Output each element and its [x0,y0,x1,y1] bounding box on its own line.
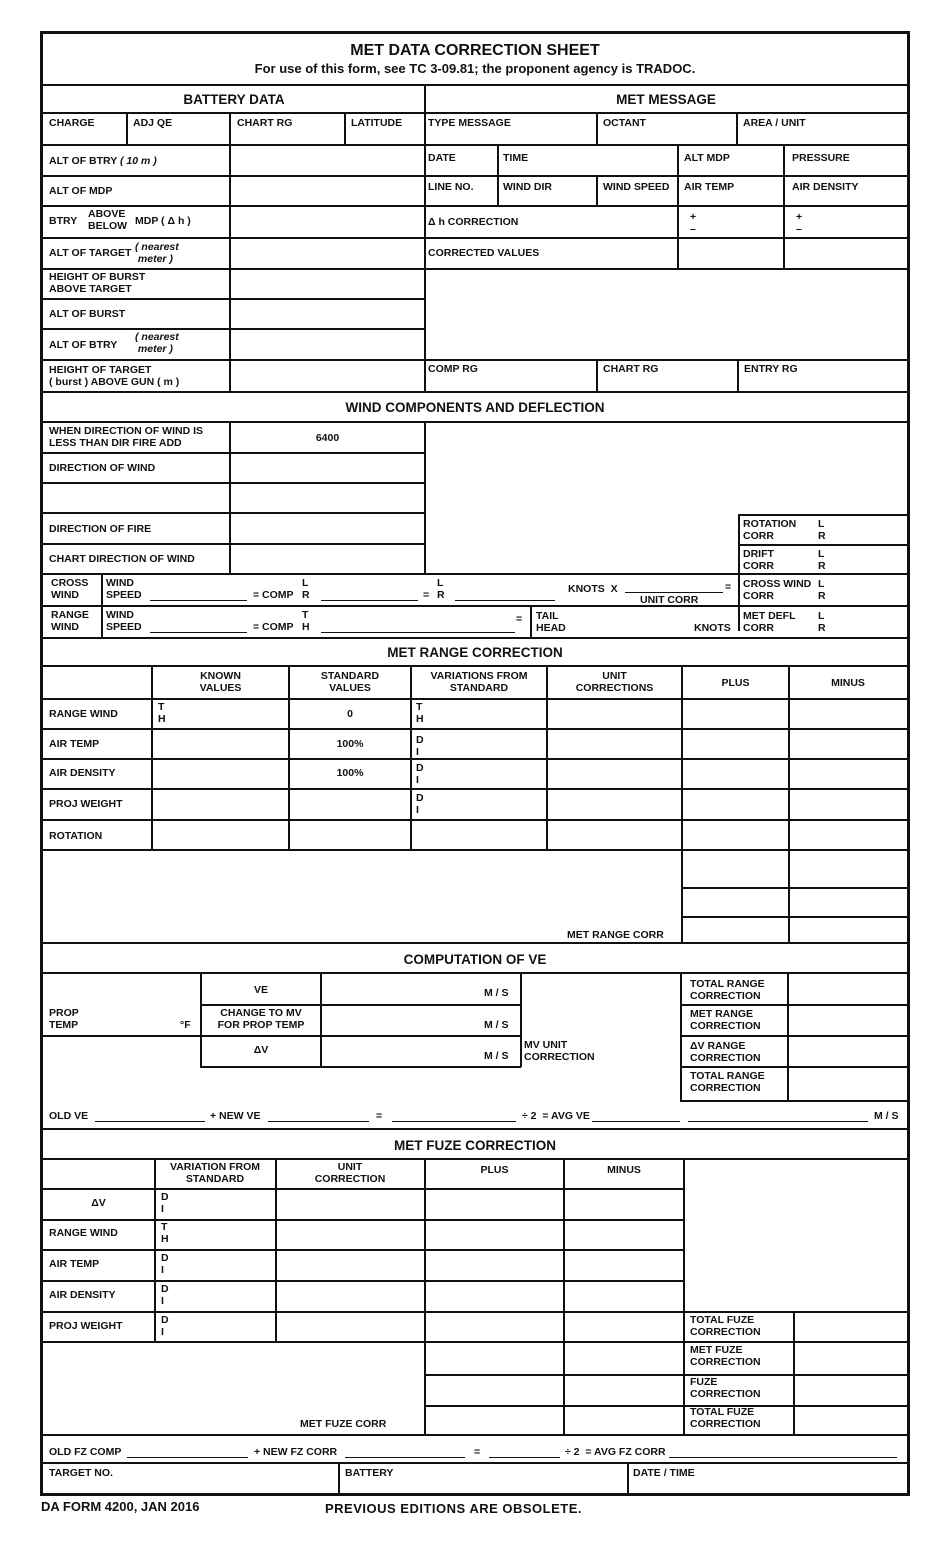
fuze-row-dv-variation: D I [161,1191,169,1215]
unit-corr-label: UNIT CORR [640,594,699,606]
fuze-row-proj-weight-variation: D I [161,1314,169,1338]
alt-of-btry-2-label: ALT OF BTRY [49,339,118,351]
wind-components-heading: WIND COMPONENTS AND DEFLECTION [345,400,605,415]
known-values-header: KNOWN VALUES [199,670,242,694]
cross-wind-label: CROSS WIND [51,577,89,601]
alt-of-btry-nearest-meter: ( nearest meter ) [135,331,179,355]
change-to-mv-label: CHANGE TO MV FOR PROP TEMP [217,1007,305,1031]
range-row-air-temp-variation: D I [416,734,424,758]
total-fuze-corr-label: TOTAL FUZE CORRECTION [690,1314,761,1338]
met-range-corr-label: MET RANGE CORR [567,929,664,941]
fuze-row-air-temp-variation: D I [161,1252,169,1276]
date-time-label: DATE / TIME [633,1467,695,1479]
wind-dir-label: WIND DIR [503,181,552,193]
range-row-air-density-label: AIR DENSITY [49,767,116,779]
range-wind-label: RANGE WIND [51,609,89,633]
cross-eq-2: = [725,581,732,593]
date-label: DATE [428,152,456,164]
variations-header: VARIATIONS FROM STANDARD [430,670,528,694]
avg-ve-ms: M / S [874,1110,899,1122]
met-fuze-corr-label: MET FUZE CORR [300,1418,387,1430]
line-no-label: LINE NO. [428,181,474,193]
alt-mdp-label: ALT MDP [684,152,730,164]
air-density-sign: + – [796,211,803,235]
met-range-correction-label: MET RANGE CORRECTION [690,1008,761,1032]
fuze-row-dv-label: ΔV [91,1197,106,1209]
octant-label: OCTANT [603,117,646,129]
computation-of-ve-heading: COMPUTATION OF VE [403,952,547,967]
total-range-corr-label: TOTAL RANGE CORRECTION [690,978,765,1002]
range-row-proj-weight-variation: D I [416,792,424,816]
charge-label: CHARGE [49,117,95,129]
type-message-label: TYPE MESSAGE [428,117,511,129]
knots-x-label: KNOTS X [568,583,618,595]
chart-direction-of-wind-label: CHART DIRECTION OF WIND [49,553,195,565]
fuze-correction-label: FUZE CORRECTION [690,1376,761,1400]
direction-of-fire-label: DIRECTION OF FIRE [49,523,152,535]
met-defl-corr-lr: L R [818,610,826,634]
dh-correction-label: Δ h CORRECTION [428,216,519,228]
standard-values-header: STANDARD VALUES [320,670,380,694]
air-temp-sign: + – [690,211,697,235]
form-subtitle: For use of this form, see TC 3-09.81; the proponent agency is TRADOC. [254,61,696,76]
alt-of-burst-label: ALT OF BURST [49,308,126,320]
met-defl-corr-label: MET DEFL CORR [743,610,796,634]
range-eq-comp: = COMP [253,621,294,633]
when-dir-wind-label: WHEN DIRECTION OF WIND IS LESS THAN DIR FIRE ADD [49,425,203,449]
range-row-range-wind-known: T H [158,701,166,725]
height-of-burst-label: HEIGHT OF BURST ABOVE TARGET [49,271,146,295]
ve-eq: = [376,1110,383,1122]
direction-of-wind-label: DIRECTION OF WIND [49,462,156,474]
new-fz-corr-label: + NEW FZ CORR [254,1446,338,1458]
time-label: TIME [503,152,529,164]
wind-speed-label: WIND SPEED [603,181,670,193]
change-mv-ms: M / S [484,1019,509,1031]
chart-rg-label: CHART RG [237,117,293,129]
range-knots-label: KNOTS [694,622,731,634]
fuze-row-range-wind-variation: T H [161,1221,169,1245]
corrected-values-label: CORRECTED VALUES [428,247,540,259]
met-range-correction-heading: MET RANGE CORRECTION [387,645,563,660]
alt-of-btry-label: ALT OF BTRY ( 10 m ) [49,155,157,167]
avg-fz-corr-label: ÷ 2 = AVG FZ CORR [565,1446,666,1458]
cross-eq-comp: = COMP [253,589,294,601]
old-fz-comp-label: OLD FZ COMP [49,1446,122,1458]
range-row-range-wind-variation: T H [416,701,424,725]
range-wind-speed-label: WIND SPEED [106,609,142,633]
range-row-proj-weight-label: PROJ WEIGHT [49,798,123,810]
cross-comp-lr: L R [302,577,310,601]
mdp-dh-label: MDP ( Δ h ) [135,215,191,227]
form-id: DA FORM 4200, JAN 2016 [41,1499,200,1514]
fuze-variation-header: VARIATION FROM STANDARD [169,1161,261,1185]
met-message-heading: MET MESSAGE [616,92,716,107]
old-ve-label: OLD VE [49,1110,89,1122]
delta-v-ms: M / S [484,1050,509,1062]
range-row-air-temp-standard: 100% [336,738,364,750]
fuze-plus-header: PLUS [480,1164,509,1176]
range-row-range-wind-standard: 0 [347,708,353,720]
met-fuze-correction-label: MET FUZE CORRECTION [690,1344,761,1368]
adj-qe-label: ADJ QE [133,117,173,129]
height-of-target-label: HEIGHT OF TARGET ( burst ) ABOVE GUN ( m ) [49,364,180,388]
air-density-label: AIR DENSITY [792,181,859,193]
total-fuze-corr-2-label: TOTAL FUZE CORRECTION [690,1406,761,1430]
ve-ms: M / S [484,987,509,999]
delta-v-label: ΔV [253,1044,269,1056]
cross-eq: = [423,589,430,601]
rotation-lr: L R [818,518,826,542]
target-no-label: TARGET NO. [49,1467,113,1479]
below-label: BELOW [88,220,128,232]
ve-label: VE [253,984,268,996]
alt-of-mdp-label: ALT OF MDP [49,185,113,197]
range-row-air-density-variation: D I [416,762,424,786]
fuze-minus-header: MINUS [607,1164,641,1176]
air-temp-label: AIR TEMP [684,181,735,193]
battery-label: BATTERY [345,1467,394,1479]
form-title: MET DATA CORRECTION SHEET [350,42,600,59]
cross-result-lr: L R [437,577,445,601]
above-label: ABOVE [88,208,126,220]
range-eq: = [516,613,523,625]
deg-f-label: °F [180,1019,191,1031]
battery-data-heading: BATTERY DATA [183,92,285,107]
alt-of-target-nearest-meter: ( nearest meter ) [135,241,179,265]
range-row-rotation-label: ROTATION [49,830,103,842]
total-range-corr-2-label: TOTAL RANGE CORRECTION [690,1070,765,1094]
add-6400-value: 6400 [315,432,340,444]
btry-label: BTRY [49,215,78,227]
fuze-row-air-density-variation: D I [161,1283,169,1307]
fuze-unit-correction-header: UNIT CORRECTION [314,1161,386,1185]
cross-wind-corr-lr: L R [818,578,826,602]
fuze-row-proj-weight-label: PROJ WEIGHT [49,1320,123,1332]
avg-ve-label: ÷ 2 = AVG VE [522,1110,590,1122]
cross-wind-speed-label: WIND SPEED [106,577,142,601]
fuze-row-air-density-label: AIR DENSITY [49,1289,116,1301]
fuze-row-range-wind-label: RANGE WIND [49,1227,118,1239]
range-row-air-density-standard: 100% [336,767,364,779]
met-chart-rg-label: CHART RG [603,363,659,375]
range-plus-header: PLUS [721,677,750,689]
entry-rg-label: ENTRY RG [744,363,798,375]
comp-rg-label: COMP RG [428,363,478,375]
drift-lr: L R [818,548,826,572]
met-fuze-correction-heading: MET FUZE CORRECTION [394,1138,556,1153]
range-comp-th: T H [302,609,310,633]
range-row-range-wind-label: RANGE WIND [49,708,118,720]
alt-of-target-label: ALT OF TARGET [49,247,132,259]
area-unit-label: AREA / UNIT [743,117,806,129]
range-row-air-temp-label: AIR TEMP [49,738,100,750]
pressure-label: PRESSURE [792,152,850,164]
range-minus-header: MINUS [831,677,865,689]
met-data-correction-form [40,31,910,1496]
latitude-label: LATITUDE [351,117,403,129]
dv-range-correction-label: ΔV RANGE CORRECTION [690,1040,761,1064]
obsolete-notice: PREVIOUS EDITIONS ARE OBSOLETE. [325,1501,582,1516]
mv-unit-correction-label: MV UNIT CORRECTION [524,1039,595,1063]
new-ve-label: + NEW VE [210,1110,261,1122]
prop-temp-label: PROP TEMP [49,1007,79,1031]
fz-eq: = [474,1446,481,1458]
cross-wind-corr-label: CROSS WIND CORR [743,578,812,602]
unit-corrections-header: UNIT CORRECTIONS [575,670,654,694]
fuze-row-air-temp-label: AIR TEMP [49,1258,100,1270]
tail-head-label: TAIL HEAD [536,610,566,634]
rotation-corr-label: ROTATION CORR [743,518,797,542]
drift-corr-label: DRIFT CORR [743,548,774,572]
